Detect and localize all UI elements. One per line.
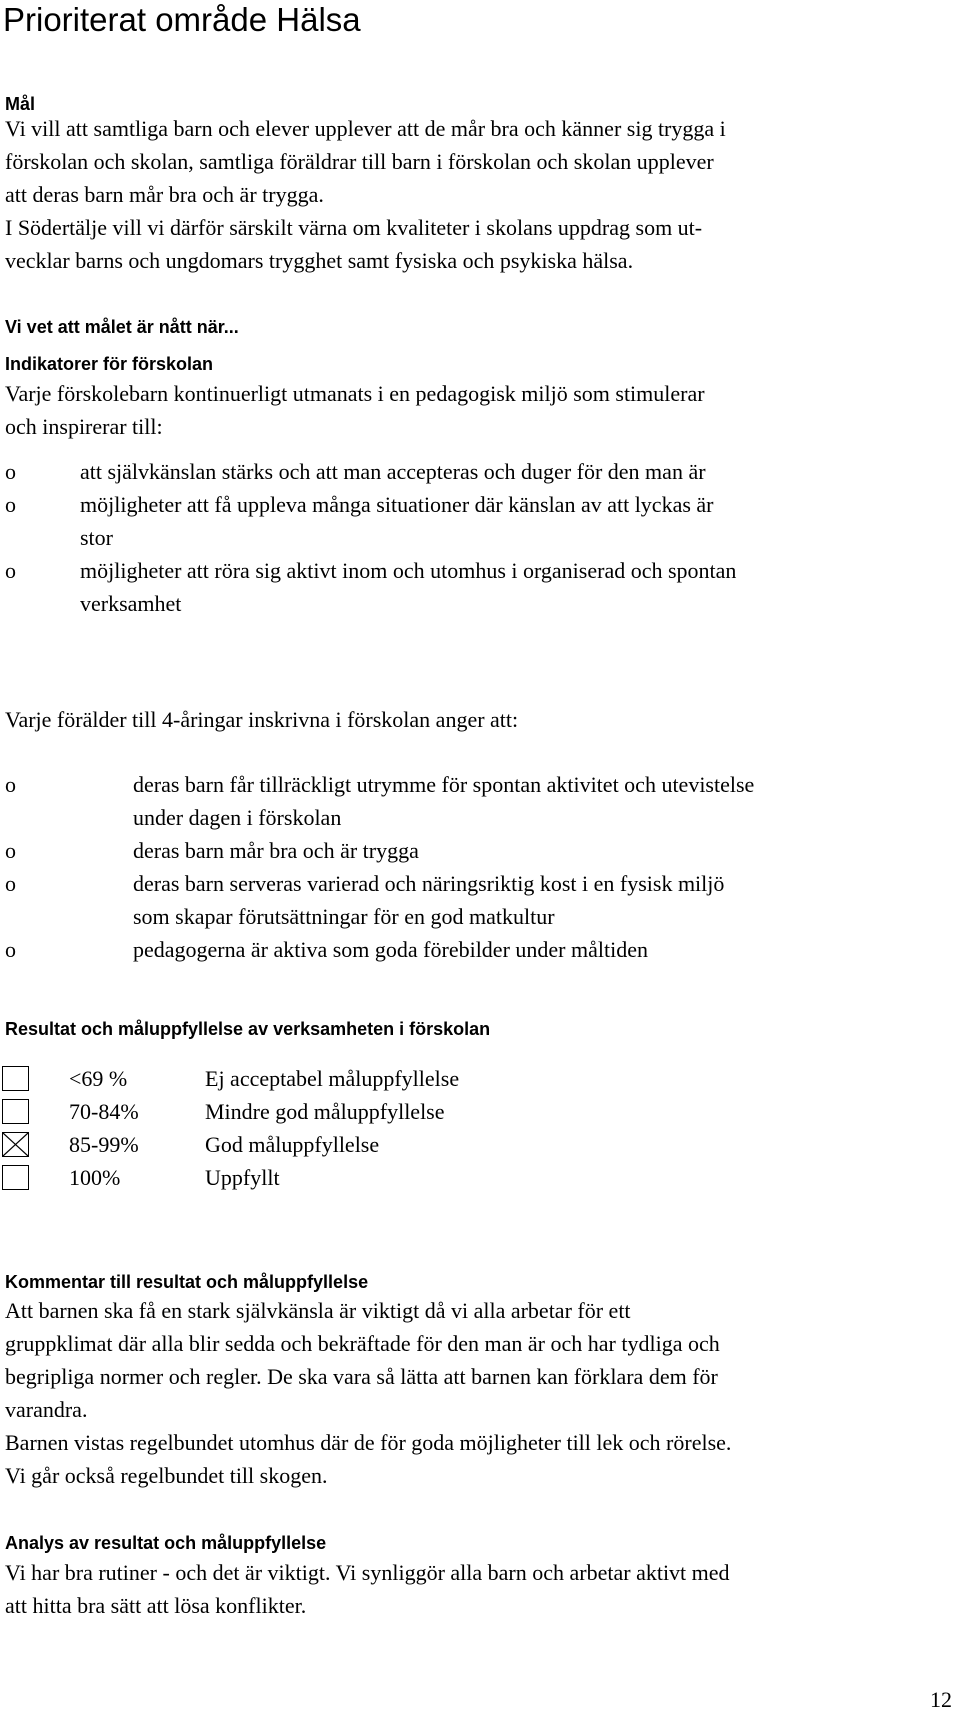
child-indicator-list xyxy=(5,455,736,620)
text-line: I Södertälje vill vi därför särskilt värna om kvaliteter i skolans uppdrag som ut- xyxy=(5,215,703,240)
list-item xyxy=(5,834,754,867)
text-line: Att barnen ska få en stark självkänsla är viktigt då vi alla arbetar för ett xyxy=(5,1298,631,1323)
list-item-text: deras barn serveras varierad och näringsriktig kost i en fysisk miljö xyxy=(133,871,725,896)
checkbox-cross-icon xyxy=(3,1133,28,1156)
list-item xyxy=(5,554,736,620)
text-line: Barnen vistas regelbundet utomhus där de för goda möjligheter till lek och rörelse. xyxy=(5,1430,732,1455)
scale-range: <69 % xyxy=(69,1066,128,1091)
list-item-text: möjligheter att röra sig aktivt inom och utomhus i organiserad och spontan xyxy=(80,558,737,583)
list-item xyxy=(5,455,736,488)
list-item-text: pedagogerna är aktiva som goda förebilder under måltiden xyxy=(133,937,648,962)
list-item xyxy=(5,867,754,933)
bullet-mark: o xyxy=(5,492,16,517)
analysis-paragraph xyxy=(5,1556,950,1622)
list-item xyxy=(5,768,754,834)
checkbox[interactable] xyxy=(2,1099,29,1124)
scale-range: 85-99% xyxy=(69,1132,139,1157)
scale-label: God måluppfyllelse xyxy=(205,1132,380,1157)
scale-range: 70-84% xyxy=(69,1099,139,1124)
list-item-text: deras barn får tillräckligt utrymme för spontan aktivitet och utevistelse xyxy=(133,772,755,797)
goal-heading: Mål xyxy=(5,94,36,114)
text-line: Vi går också regelbundet till skogen. xyxy=(5,1463,328,1488)
text-line: att deras barn mår bra och är trygga. xyxy=(5,182,324,207)
bullet-mark: o xyxy=(5,871,16,896)
list-item-text: att självkänslan stärks och att man accepteras och duger för den man är xyxy=(80,459,706,484)
scale-label: Uppfyllt xyxy=(205,1165,280,1190)
list-item xyxy=(5,488,736,554)
page-number: 12 xyxy=(930,1687,952,1712)
page-title: Prioriterat område Hälsa xyxy=(3,1,361,38)
text-line: gruppklimat där alla blir sedda och bekräftade för den man är och har tydliga och xyxy=(5,1331,720,1356)
text-line: begripliga normer och regler. De ska vara så lätta att barnen kan förklara dem för xyxy=(5,1364,718,1389)
bullet-mark: o xyxy=(5,772,16,797)
text-line: Vi vill att samtliga barn och elever upplever att de mår bra och känner sig trygga i xyxy=(5,116,726,141)
checkbox[interactable] xyxy=(2,1066,29,1091)
result-heading: Resultat och måluppfyllelse av verksamheten i förskolan xyxy=(5,1019,491,1039)
text-line: och inspirerar till: xyxy=(5,414,163,439)
bullet-mark: o xyxy=(5,937,16,962)
parent-indicator-list xyxy=(5,768,754,966)
scale-range: 100% xyxy=(69,1165,121,1190)
bullet-mark: o xyxy=(5,558,16,583)
list-item-text: som skapar förutsättningar för en god matkultur xyxy=(133,904,555,929)
list-item-text: deras barn mår bra och är trygga xyxy=(133,838,419,863)
analysis-heading: Analys av resultat och måluppfyllelse xyxy=(5,1533,327,1553)
text-line: Varje förskolebarn kontinuerligt utmanats i en pedagogisk miljö som stimulerar xyxy=(5,381,705,406)
indicators-intro xyxy=(5,377,950,443)
text-line: Vi har bra rutiner - och det är viktigt. Vi synliggör alla barn och arbetar aktivt med xyxy=(5,1560,730,1585)
text-line: varandra. xyxy=(5,1397,88,1422)
scale-label: Ej acceptabel måluppfyllelse xyxy=(205,1066,460,1091)
checkbox[interactable] xyxy=(2,1165,29,1190)
comment-heading: Kommentar till resultat och måluppfyllelse xyxy=(5,1272,369,1292)
goal-paragraph xyxy=(5,112,950,277)
bullet-mark: o xyxy=(5,459,16,484)
comment-paragraph xyxy=(5,1294,950,1492)
text-line: Varje förälder till 4-åringar inskrivna i förskolan anger att: xyxy=(5,707,519,732)
text-line: förskolan och skolan, samtliga föräldrar till barn i förskolan och skolan upplever xyxy=(5,149,714,174)
list-item xyxy=(5,933,754,966)
scale-label: Mindre god måluppfyllelse xyxy=(205,1099,445,1124)
text-line: vecklar barns och ungdomars trygghet samt fysiska och psykiska hälsa. xyxy=(5,248,634,273)
known-when-heading: Vi vet att målet är nått när... xyxy=(5,317,239,337)
list-item-text: under dagen i förskolan xyxy=(133,805,342,830)
indicators-heading: Indikatorer för förskolan xyxy=(5,354,214,374)
parent-intro xyxy=(5,703,950,736)
bullet-mark: o xyxy=(5,838,16,863)
checkbox[interactable] xyxy=(2,1132,29,1157)
text-line: att hitta bra sätt att lösa konflikter. xyxy=(5,1593,307,1618)
list-item-text: stor xyxy=(80,525,113,550)
list-item-text: verksamhet xyxy=(80,591,182,616)
list-item-text: möjligheter att få uppleva många situationer där känslan av att lyckas är xyxy=(80,492,714,517)
